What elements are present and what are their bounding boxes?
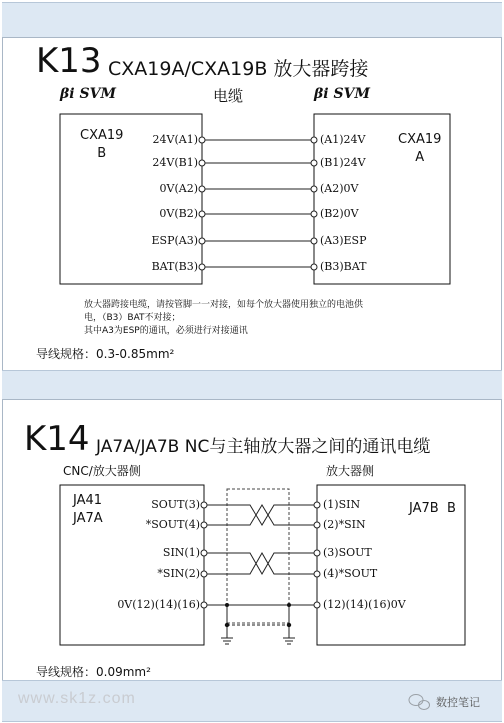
k13-right-terminal [311,137,317,143]
k14-right-terminal [314,502,320,508]
k14-junction-dot [225,603,229,607]
k14-right-pin: (12)(14)(16)0V [323,598,406,611]
k14-right-terminal [314,602,320,608]
k14-left-pin: SIN(1) [162,546,200,559]
k13-right-pin: (A3)ESP [320,234,367,247]
k13-left-pin: BAT(B3) [151,260,198,273]
k13-right-pin: (A1)24V [320,133,366,146]
k14-left-terminal [201,602,207,608]
k14-right-pin: (1)SIN [323,498,361,511]
k14-subtitle: JA7A/JA7B NC与主轴放大器之间的通讯电缆 [96,437,431,457]
k14-junction-dot [287,623,291,627]
k13-right-terminal [311,238,317,244]
k14-left-header: CNC/放大器侧 [63,464,141,478]
k13-left-pin: 24V(A1) [152,133,198,146]
k13-left-pin: 0V(A2) [159,182,198,195]
k13-left-terminal [199,186,205,192]
k14-right-terminal [314,571,320,577]
k13-right-terminal [311,211,317,217]
k14-junction-dot [225,623,229,627]
k13-left-header: βi SVM [60,86,116,102]
wechat-icon [409,695,430,710]
k13-left-pin: 0V(B2) [159,207,198,220]
k13-right-pin: (B3)BAT [320,260,367,273]
k13-left-terminal [199,264,205,270]
k14-left-pin: *SOUT(4) [145,518,200,531]
k13-left-terminal [199,211,205,217]
k14-right-pin: (4)*SOUT [323,567,378,580]
k14-cable-shield [227,489,289,623]
k13-left-terminal [199,137,205,143]
k13-right-terminal [311,186,317,192]
k13-left-pin: ESP(A3) [151,234,198,247]
k14-right-header: 放大器侧 [326,464,375,478]
k13-right-pin: (B2)0V [320,207,359,220]
k13-right-terminal [311,264,317,270]
k14-left-terminal [201,571,207,577]
k14-left-terminal [201,522,207,528]
k13-left-terminal [199,238,205,244]
k13-note-line: 其中A3为ESP的通讯，必须进行对接通讯 [84,326,248,336]
k13-right-pin: (B1)24V [320,156,366,169]
k13-cable-header: 电缆 [213,87,244,105]
k14-right-terminal [314,550,320,556]
k14-left-pin: 0V(12)(14)(16) [117,598,200,611]
k14-right-pin: (2)*SIN [323,518,366,531]
k13-note-line: 放大器跨接电缆，请按管脚一一对接，如每个放大器使用独立的电池供 [84,300,364,310]
k14-left-terminal [201,550,207,556]
k14-right-terminal [314,522,320,528]
k13-left-box-label: CXA19 B [80,128,124,161]
k14-junction-dot [287,603,291,607]
k14-code: K14 [24,419,90,459]
k14-left-terminal [201,502,207,508]
k14-wire-spec: 导线规格：0.09mm² [36,665,151,679]
k13-right-box-label: CXA19 A [398,132,442,165]
k14-left-box-label: JA41 JA7A [73,493,103,526]
k13-right-terminal [311,160,317,166]
k13-note-line: 电，（B3）BAT不对接； [84,313,181,323]
k13-wire-spec: 导线规格：0.3-0.85mm² [36,347,175,361]
k14-right-pin: (3)SOUT [323,546,372,559]
k13-right-pin: (A2)0V [320,182,359,195]
k13-code: K13 [36,41,102,81]
k14-left-pin: SOUT(3) [151,498,200,511]
k13-right-header: βi SVM [314,86,370,102]
website-watermark: www.sk1z.com [18,690,136,707]
k13-subtitle: CXA19A/CXA19B 放大器跨接 [108,58,369,80]
k13-left-pin: 24V(B1) [152,156,198,169]
k13-left-terminal [199,160,205,166]
brand-name: 数控笔记 [436,696,480,709]
k14-right-box-label: JA7B B [409,501,456,516]
k14-left-pin: *SIN(2) [157,567,200,580]
